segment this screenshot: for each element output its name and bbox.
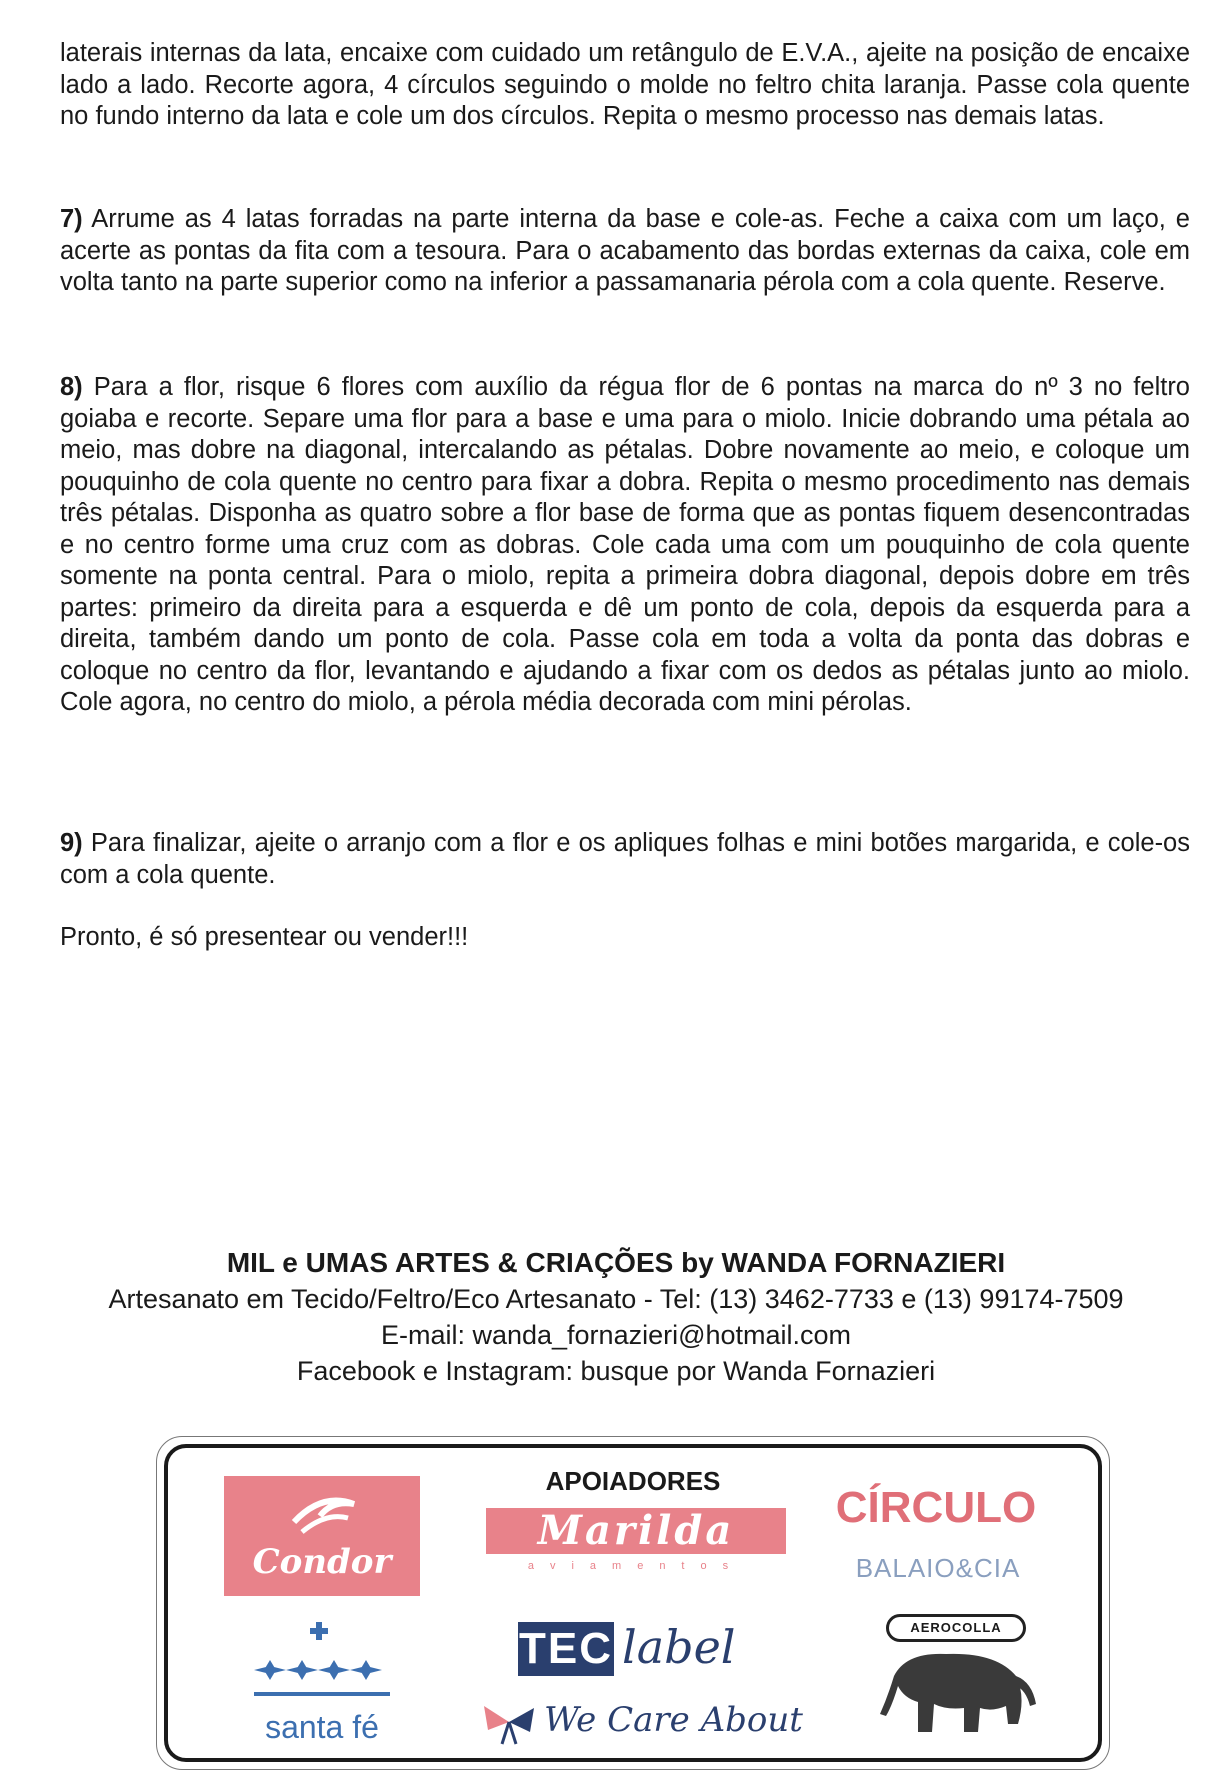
closing-text: Pronto, é só presentear ou vender!!! bbox=[60, 923, 469, 951]
paragraph-text: Para a flor, risque 6 flores com auxílio da régua flor de 6 pontas na marca do nº 3 no feltro goiaba e recorte. Separe uma flor para a base e uma para o miolo. Inicie dobrando uma pétala ao meio, mas dobre na diagonal, intercalando as pétalas. Dobre novamente ao meio, e coloque um pouquinho de cola quente no centro para fixar a dobra. Repita o mesmo procedimento nas demais três pétalas. Disponha as quatro sobre a flor base de forma que as pontas fiquem desencontradas e no centro forme uma cruz com as dobras. Cole cada uma com um pouquinho de cola quente somente na ponta central. Para o miolo, repita a primeira dobra diagonal, depois dobre em três partes: primeiro da direita para a esquerda e dê um ponto de cola, depois da esquerda para a direita, também dando um ponto de cola. Passe cola em toda a volta da ponta das dobras e coloque no centro da flor, levantando e ajudando a fixar com os dedos as pétalas junto ao miolo. Cole agora, no centro do miolo, a pérola média decorada com mini pérolas. bbox=[60, 373, 1190, 716]
step-number: 7) bbox=[60, 205, 83, 233]
footer-title: MIL e UMAS ARTES & CRIAÇÕES by WANDA FORNAZIERI bbox=[226, 1247, 1006, 1278]
elephant-icon bbox=[876, 1646, 1046, 1754]
closing-line bbox=[60, 922, 1190, 954]
step-number: 9) bbox=[60, 829, 83, 857]
marilda-logo bbox=[486, 1508, 786, 1596]
santafe-stars-icon bbox=[224, 1620, 420, 1700]
santafe-logo bbox=[224, 1620, 420, 1748]
condor-name: Condor bbox=[252, 1542, 392, 1582]
paragraph-text: Arrume as 4 latas forradas na parte interna da base e cole-as. Feche a caixa com um laço, e acerte as pontas da fita com a tesoura. Para o acabamento das bordas externas da caixa, cole em volta tanto na parte superior como na inferior a passamanaria pérola com a cola quente. Reserve. bbox=[60, 205, 1190, 296]
paragraph-step-8 bbox=[60, 372, 1190, 719]
footer-contact-social: Facebook e Instagram: busque por Wanda Fornazieri bbox=[296, 1356, 936, 1386]
wecare-text: We Care About bbox=[544, 1700, 803, 1740]
condor-logo bbox=[224, 1476, 420, 1596]
sponsors-title: APOIADORES bbox=[545, 1466, 721, 1496]
teclabel-logo bbox=[518, 1616, 758, 1682]
tec-mark: TEC bbox=[518, 1622, 614, 1676]
marilda-name: Marilda bbox=[537, 1507, 735, 1554]
paragraph-step-7 bbox=[60, 204, 1190, 299]
label-mark: label bbox=[622, 1620, 736, 1674]
paragraph-continuation bbox=[60, 38, 1190, 133]
aerocolla-logo bbox=[876, 1614, 1046, 1754]
bow-icon bbox=[478, 1700, 540, 1746]
footer-contact-phone: Artesanato em Tecido/Feltro/Eco Artesanato - Tel: (13) 3462-7733 e (13) 99174-7509 bbox=[108, 1284, 1124, 1314]
step-number: 8) bbox=[60, 373, 83, 401]
santafe-name: santa fé bbox=[265, 1709, 379, 1745]
balaio-logo: BALAIO&CIA bbox=[855, 1553, 1021, 1583]
paragraph-text: laterais internas da lata, encaixe com cuidado um retângulo de E.V.A., ajeite na posição de encaixe lado a lado. Recorte agora, 4 círculos seguindo o molde no feltro chita laranja. Passe cola quente no fundo interno da lata e cole um dos círculos. Repita o mesmo processo nas demais latas. bbox=[60, 39, 1190, 130]
aerocolla-name: AEROCOLLA bbox=[886, 1614, 1026, 1642]
marilda-subtitle: aviamentos bbox=[527, 1560, 745, 1572]
sponsors-box bbox=[164, 1444, 1102, 1762]
wecare-logo bbox=[478, 1696, 818, 1752]
circulo-logo: CÍRCULO bbox=[835, 1483, 1037, 1532]
paragraph-text: Para finalizar, ajeite o arranjo com a flor e os apliques folhas e mini botões margarida, e cole-os com a cola quente. bbox=[60, 829, 1190, 889]
footer-contact-email: E-mail: wanda_fornazieri@hotmail.com bbox=[380, 1320, 852, 1350]
paragraph-step-9 bbox=[60, 828, 1190, 891]
